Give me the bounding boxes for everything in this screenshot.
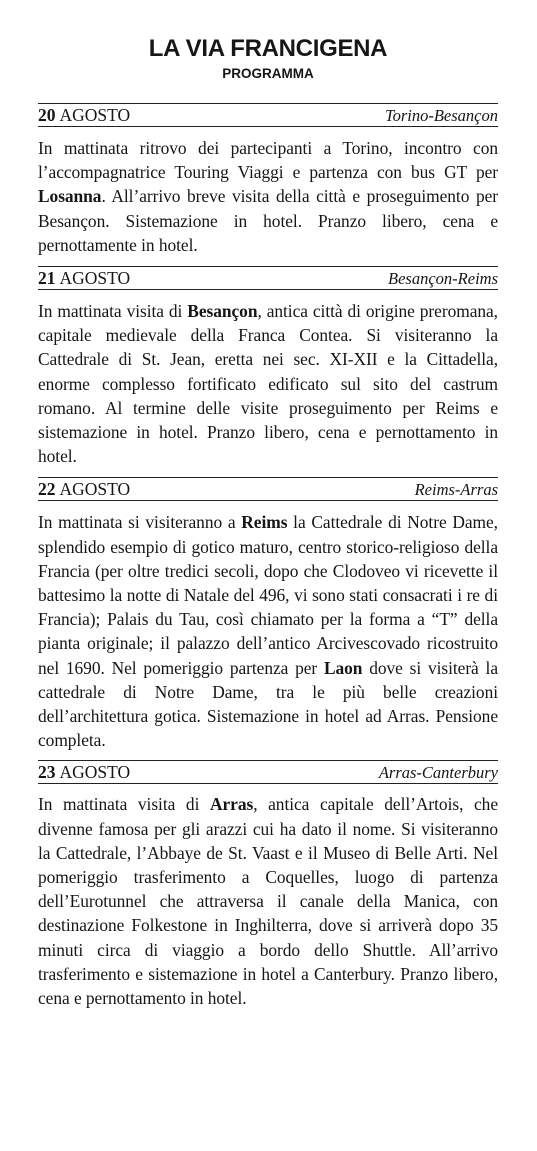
place-name: Losanna <box>38 186 102 207</box>
text-run: In mattinata visita di <box>38 301 188 322</box>
day-date <box>38 762 130 782</box>
text-run: In mattinata ritrovo dei partecipanti a Torino, incontro con l’accompagnatrice Touring Viaggi e partenza con bus GT per <box>38 138 498 183</box>
day-number: 21 <box>38 268 56 289</box>
day-number: 20 <box>38 105 56 125</box>
day-number: 23 <box>38 762 56 783</box>
day-description <box>38 299 498 468</box>
page-title: LA VIA FRANCIGENA <box>148 35 388 62</box>
day-description <box>38 136 498 257</box>
day-route: Besançon-Reims <box>388 269 498 289</box>
day-section <box>38 266 498 468</box>
text-run: . All’arrivo breve visita della città e proseguimento per Besançon. Sistemazione in hotel. Pranzo libero, cena e pernottamente in hotel. <box>38 186 498 255</box>
day-date <box>38 268 130 288</box>
text-run: dove si visiterà la cattedrale di Notre Dame, tra le più belle creazioni dell’architettura gotica. Sistemazione in hotel ad Arras. Pensione completa. <box>38 657 498 751</box>
day-month: AGOSTO <box>59 105 131 125</box>
place-name: Laon <box>323 657 363 678</box>
day-description <box>38 510 498 752</box>
day-description <box>38 792 498 1010</box>
day-date <box>38 105 130 125</box>
day-date <box>38 479 130 499</box>
place-name: Arras <box>209 794 254 815</box>
day-month: AGOSTO <box>59 479 131 500</box>
day-header <box>38 760 498 784</box>
text-run: la Cattedrale di Notre Dame, splendido esempio di gotico maturo, centro storico-religioso della Francia (per oltre tredici secoli, dopo che Clodoveo vi ricevette il battesimo la notte di Natale del 496, vi sono stati consacrati i re di Francia); Palais du Tau, così chiamato per la forma a “T” della pianta originale; il palazzo dell’antico Arcivescovado ricostruito nel 1690. Nel pomeriggio partenza per <box>38 512 498 678</box>
day-header <box>38 266 498 290</box>
day-section <box>38 103 498 257</box>
day-section <box>38 760 498 1010</box>
day-route: Torino-Besançon <box>384 106 498 125</box>
day-month: AGOSTO <box>59 762 131 783</box>
place-name: Besançon <box>187 301 258 322</box>
day-section <box>38 477 498 752</box>
page-subtitle: PROGRAMMA <box>222 66 314 81</box>
day-month: AGOSTO <box>59 268 131 289</box>
day-header <box>38 477 498 501</box>
text-run: In mattinata si visiteranno a <box>38 512 242 533</box>
text-run: , antica città di origine preromana, capitale medievale della Franca Contea. Si visiteranno la Cattedrale di St. Jean, eretta nei sec. XI-XII e la Cittadella, enorme complesso fortificato edificato sul sito del castrum romano. Al termine delle visite proseguimento per Reims e sistemazione in hotel. Pranzo libero, cena e pernottamento in hotel. <box>38 301 498 467</box>
text-run: In mattinata visita di <box>38 794 210 815</box>
day-route: Arras-Canterbury <box>378 763 498 783</box>
day-number: 22 <box>38 479 56 500</box>
text-run: , antica capitale dell’Artois, che divenne famosa per gli arazzi cui ha dato il nome. Si visiteranno la Cattedrale, l’Abbaye de St. Vaast e il Museo di Belle Arti. Nel pomeriggio trasferimento a Coquelles, luogo di partenza dell’Eurotunnel che attraversa il canale della Manica, con destinazione Folkestone in Inghilterra, dove si arriverà dopo 35 minuti circa di viaggio a bordo dello Shuttle. All’arrivo trasferimento e sistemazione in hotel a Canterbury. Pranzo libero, cena e pernottamento in hotel. <box>38 794 498 1009</box>
program-page <box>38 34 498 1010</box>
day-route: Reims-Arras <box>414 480 498 500</box>
place-name: Reims <box>241 512 288 533</box>
day-header <box>38 103 498 127</box>
